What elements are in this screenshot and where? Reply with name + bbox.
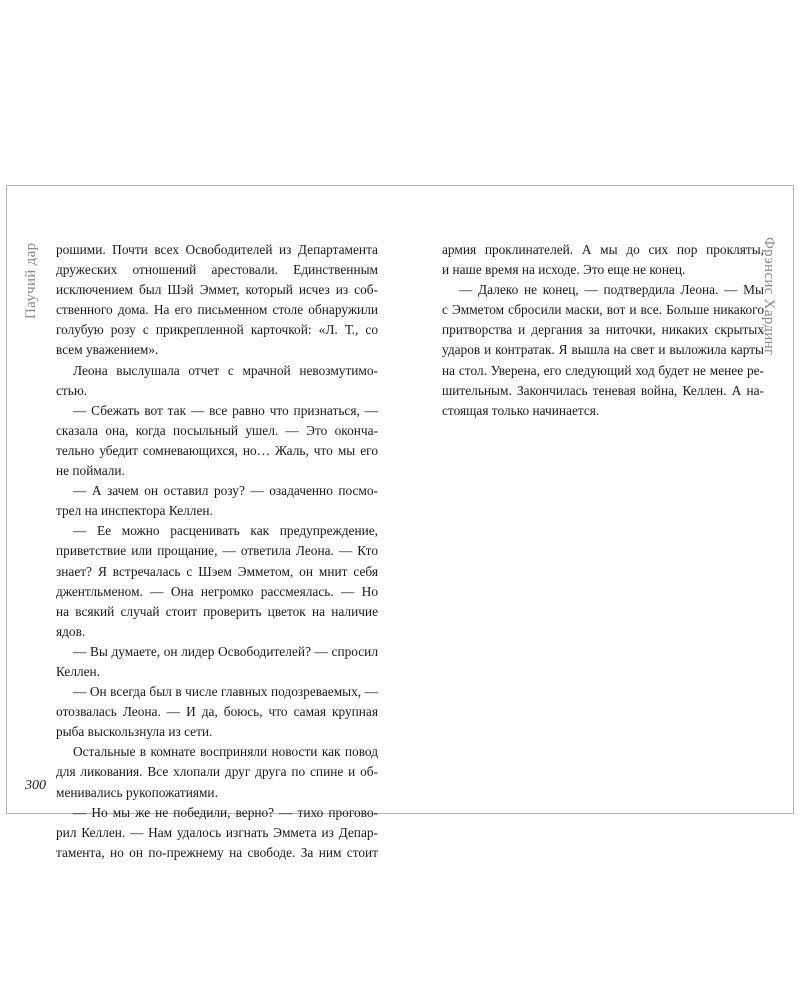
text-line: отозвалась Леона. — И да, боюсь, что самая крупная bbox=[56, 704, 378, 720]
text-line: — Но мы же не победили, верно? — тихо прогово- bbox=[73, 804, 378, 820]
running-head-author: Фрэнсис Хардинг bbox=[761, 237, 777, 356]
page-number: 300 bbox=[25, 778, 46, 793]
text-line: стью. bbox=[56, 382, 88, 398]
text-line: джентльменом. — Она негромко рассмеялась. — Но bbox=[56, 583, 378, 599]
text-line: приветствие или прощание, — ответила Леона. — Кто bbox=[56, 543, 378, 559]
text-line: рошими. Почти всех Освободителей из Департамента bbox=[56, 242, 378, 257]
text-line: армия проклинателей. А мы до сих пор прокляты, bbox=[442, 242, 764, 257]
text-line: ядов. bbox=[56, 623, 86, 639]
text-line: ственного дома. На его письменном столе обнаружили bbox=[56, 302, 378, 318]
text-line: не поймали. bbox=[56, 463, 125, 479]
text-line: дружеских отношений арестовали. Единственным bbox=[56, 262, 378, 278]
text-line: Остальные в комнате восприняли новости как повод bbox=[73, 744, 378, 760]
text-line: тамента, но он по-прежнему на свободе. За ним стоит bbox=[56, 844, 378, 860]
text-line: и наше время на исходе. Это еще не конец. bbox=[442, 262, 686, 278]
left-page-text bbox=[56, 240, 378, 863]
text-line: стоящая только начинается. bbox=[442, 402, 600, 418]
text-line: ударов и контратак. Я вышла на свет и выложила карты bbox=[442, 342, 764, 358]
text-line: с Эмметом сбросили маски, вот и все. Больше никакого bbox=[442, 302, 764, 318]
text-line: — Он всегда был в числе главных подозреваемых, — bbox=[73, 684, 378, 700]
text-line: менивались рукопожатиями. bbox=[56, 784, 218, 800]
text-line: на всякий случай стоит проверить цветок на наличие bbox=[56, 603, 378, 619]
text-line: шительным. Закончилась теневая война, Келлен. А на- bbox=[442, 382, 764, 398]
text-line: Леона выслушала отчет с мрачной невозмутимо- bbox=[73, 362, 378, 378]
text-line: притворства и дергания за ниточки, никаких скрытых bbox=[442, 322, 764, 338]
text-line: тельно убедит сомневающихся, но… Жаль, что мы его bbox=[56, 442, 378, 458]
text-line: знает? Я встречалась с Шэем Эмметом, он мнит себя bbox=[56, 563, 378, 579]
text-line: рыба выскользнула из сети. bbox=[56, 724, 213, 740]
text-line: — Вы думаете, он лидер Освободителей? — спросил bbox=[73, 643, 378, 659]
text-line: — Далеко не конец, — подтвердила Леона. — Мы bbox=[459, 282, 764, 298]
right-page-text bbox=[442, 240, 764, 421]
text-line: сказала она, когда посыльный ушел. — Это оконча- bbox=[56, 422, 378, 438]
text-line: рил Келлен. — Нам удалось изгнать Эммета из Депар- bbox=[56, 824, 378, 840]
text-line: Келлен. bbox=[56, 663, 101, 679]
text-line: всем уважением». bbox=[56, 342, 159, 358]
text-line: трел на инспектора Келлен. bbox=[56, 503, 213, 519]
text-line: голубую розу с прикрепленной карточкой: «Л. Т., со bbox=[56, 322, 378, 338]
text-line: для ликования. Все хлопали друг друга по спине и об- bbox=[56, 764, 378, 780]
running-head-book-title: Паучий дар bbox=[23, 242, 39, 319]
text-line: — Ее можно расценивать как предупреждение, bbox=[73, 523, 378, 539]
text-line: — Сбежать вот так — все равно что признаться, — bbox=[73, 402, 378, 418]
text-line: на стол. Уверена, его следующий ход будет не менее ре- bbox=[442, 362, 764, 378]
text-line: исключением был Шэй Эммет, который исчез из соб- bbox=[56, 282, 378, 298]
text-line: — А зачем он оставил розу? — озадаченно посмо- bbox=[73, 483, 378, 499]
